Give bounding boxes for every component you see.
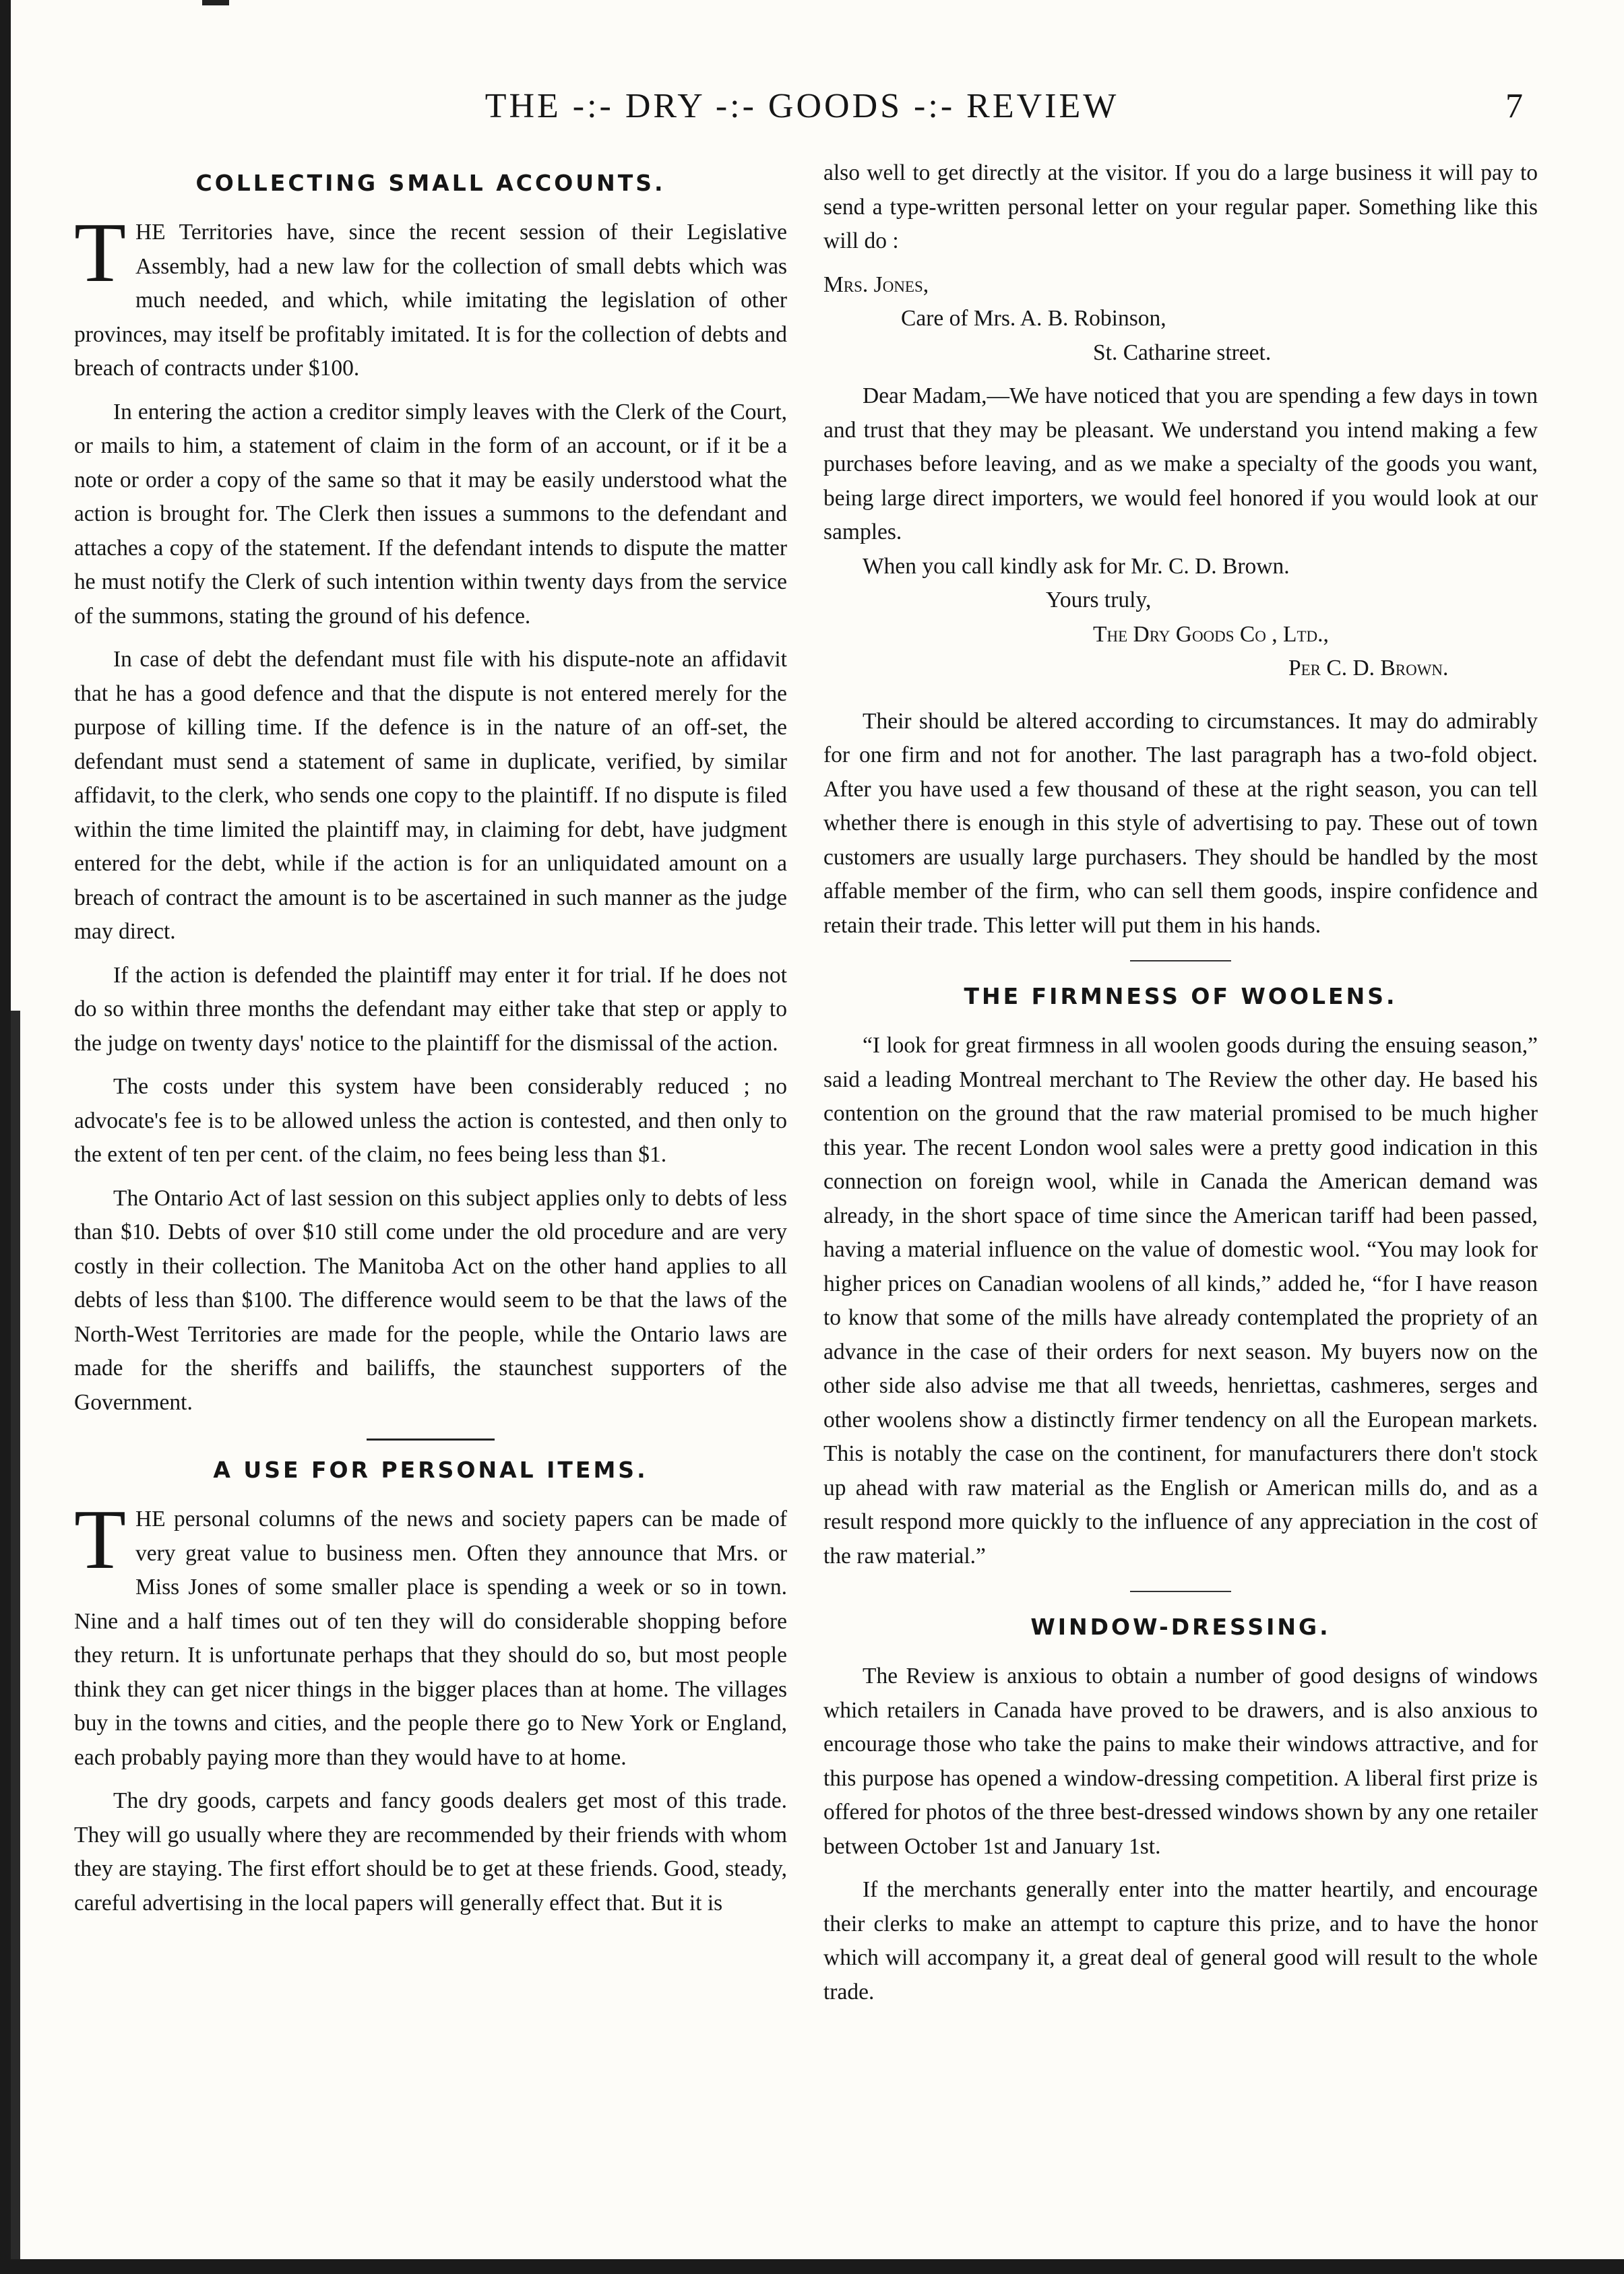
section-title-woolens: THE FIRMNESS OF WOOLENS.	[964, 983, 1398, 1009]
letter-address-line: Mrs. Jones,	[823, 272, 929, 297]
letter-address-line: St. Catharine street.	[1093, 340, 1272, 365]
paragraph: The dry goods, carpets and fancy goods dealers get most of this trade. They will go usually where they are recommended by their friends with whom they are staying. The first effort should be to get at these friends. Good, steady, careful advertising in the local papers will generally effect that. But it is	[74, 1788, 787, 1916]
scan-left-edge-shadow	[11, 1011, 20, 2274]
paragraph: “I look for great firmness in all woolen goods during the ensuing season,” said a leading Montreal merchant to The Review the other day. He based his contention on the ground that the raw material promised to be much higher this year. The recent London wool sales were a pretty good indication in this connection on foreign wool, while in Canada the American demand was already, in the short space of time since the American tariff had been passed, having a material influence on the value of domestic wool. “You may look for higher prices on Canadian woolens of all kinds,” added he, “for I have reason to know that some of the mills have already contemplated the propriety of an advance in the case of their orders for next season. My buyers now on the other side also advise me that all tweeds, henriettas, cashmeres, serges and other woolens show a distinctly firmer tendency on all the European markets. This is notably the case on the continent, for manufacturers there don't stock up ahead with raw material as the English or American mills do, and as a result respond more quickly to the influence of any appreciation in the cost of the raw material.”	[823, 1033, 1538, 1569]
paragraph: In entering the action a creditor simply leaves with the Clerk of the Court, or mails to him, a statement of claim in the form of an account, or if it be a note or order a copy of the same so that it may be easily understood what the action is brought for. The Clerk then issues a summons to the defendant and attaches a copy of the statement. If the defendant intends to dispute the matter he must notify the Clerk of such intention within twenty days from the service of the summons, stating the ground of his defence.	[74, 399, 787, 629]
paragraph-text: HE Territories have, since the recent session of their Legislative Assembly, had a new law for the collection of small debts which was much needed, and which, while imitating the legislation of other provinces, may itself be profitably imitated. It is for the collection of debts and breach of contracts under $100.	[74, 220, 787, 381]
letter-signature-line: Per C. D. Brown.	[1288, 656, 1449, 681]
paragraph: If the merchants generally enter into the matter heartily, and encourage their clerks to make an attempt to capture this prize, and to have the honor which will accompany it, a great deal of general good will result to the whole trade.	[823, 1877, 1538, 2004]
dropcap: T	[74, 1493, 126, 1587]
paragraph	[74, 206, 787, 386]
paragraph: Their should be altered according to circumstances. It may do admirably for one firm and not for another. The last paragraph has a two-fold object. After you have used a few thousand of these at the right season, you can tell whether there is enough in this style of advertising to pay. These out of town customers are usually large purchasers. They should be handled by the most affable member of the firm, who can sell them goods, inspire confidence and retain their trade. This letter will put them in his hands.	[823, 708, 1538, 938]
letter-address-line: Care of Mrs. A. B. Robinson,	[901, 306, 1166, 331]
paragraph: also well to get directly at the visitor. If you do a large business it will pay to send a type-written personal letter on your regular paper. Something like this will do :	[823, 160, 1538, 253]
section-divider	[1130, 960, 1231, 961]
section-title-window: WINDOW-DRESSING.	[1030, 1614, 1331, 1640]
paragraph: The Ontario Act of last session on this subject applies only to debts of less than $10. Debts of over $10 still come under the old procedure and are very costly in their collection. The Manitoba Act on the other hand applies to all debts of less than $100. The difference would seem to be that the laws of the North-West Territories are made for the people, while the Ontario laws are made for the sheriffs and bailiffs, the staunchest supporters of the Government.	[74, 1185, 787, 1415]
letter-signature-line: Yours truly,	[1046, 588, 1152, 612]
section-divider	[1130, 1591, 1231, 1592]
section-title-personal: A USE FOR PERSONAL ITEMS.	[213, 1457, 648, 1483]
scan-bottom-edge	[0, 2259, 1624, 2274]
paragraph: In case of debt the defendant must file with his dispute-note an affidavit that he has a good defence and that the dispute is not entered merely for the purpose of killing time. If the defence is in the nature of an off-set, the defendant must send a statement of same in duplicate, verified, by similar affidavit, to the clerk, who sends one copy to the plaintiff. If no dispute is filed within the time limited the plaintiff may, in claiming for debt, have judgment entered for the debt, while if the action is for an unliquidated amount on a breach of contract the amount is to be ascertained in such manner as the judge may direct.	[74, 647, 787, 944]
paragraph: The costs under this system have been considerably reduced ; no advocate's fee is to be allowed unless the action is contested, and then only to the extent of ten per cent. of the claim, no fees being less than $1.	[74, 1074, 787, 1167]
page-header	[0, 86, 1624, 147]
letter-call-line: When you call kindly ask for Mr. C. D. Brown.	[863, 553, 1290, 579]
letter-body: Dear Madam,—We have noticed that you are spending a few days in town and trust that they may be pleasant. We understand you intend making a few purchases before leaving, and as we make a specialty of the goods you want, being large direct importers, we would feel honored if you would look at our samples.	[823, 383, 1538, 544]
scan-top-mark	[202, 0, 229, 5]
letter-signature-line: The Dry Goods Co , Ltd.,	[1093, 621, 1329, 647]
section-divider	[367, 1439, 495, 1441]
running-head: THE -:- DRY -:- GOODS -:- REVIEW	[485, 87, 1119, 125]
page-number: 7	[1505, 87, 1523, 125]
paragraph: The Review is anxious to obtain a number of good designs of windows which retailers in Canada have proved to be drawers, and is also anxious to encourage those who take the pains to make their windows attractive, and for this purpose has opened a window-dressing competition. A liberal first prize is offered for photos of the three best-dressed windows shown by any one retailer between October 1st and January 1st.	[823, 1664, 1538, 1859]
paragraph-text: HE personal columns of the news and society papers can be made of very great value to business men. Often they announce that Mrs. or Miss Jones of some smaller place is spending a week or so in town. Nine and a half times out of ten they will do considerable shopping before they return. It is unfortunate perhaps that they should do so, but most people think they can get nicer things in the bigger places than at home. The villages buy in the towns and cities, and the people there go to New York or England, each probably paying more than they would have to at home.	[74, 1507, 787, 1770]
paragraph	[74, 1493, 787, 1775]
right-column	[823, 156, 1538, 2009]
left-column	[74, 156, 787, 1920]
scan-left-edge	[0, 0, 11, 2274]
dropcap: T	[74, 206, 126, 300]
section-title-collecting: COLLECTING SMALL ACCOUNTS.	[195, 170, 666, 196]
paragraph: If the action is defended the plaintiff may enter it for trial. If he does not do so within three months the defendant may either take that step or apply to the judge on twenty days' notice to the plaintiff for the dismissal of the action.	[74, 962, 787, 1056]
